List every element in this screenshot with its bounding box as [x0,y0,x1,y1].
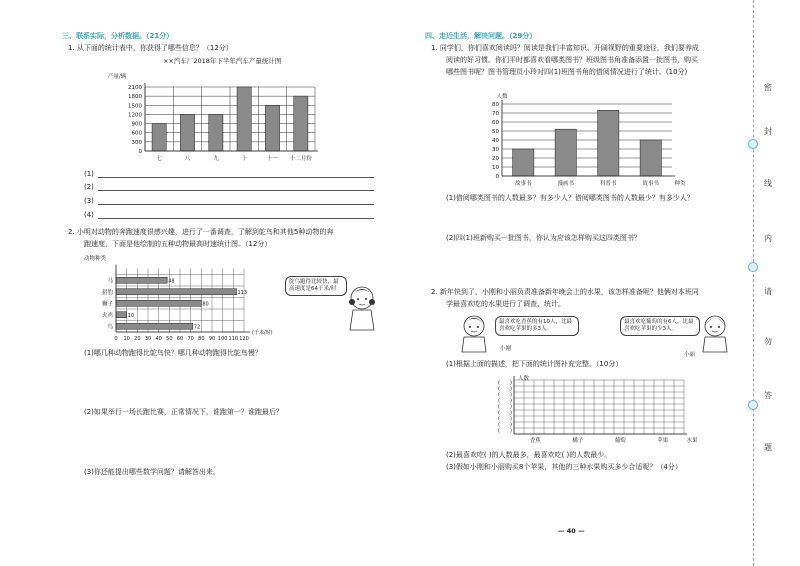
chart2-xtick: 100 [217,336,228,342]
chart3-xtick: 故事书 [642,181,660,187]
chart2-ytick: 火鸡 [101,312,113,319]
chart4-ytick-blank: ( [498,404,500,410]
chart1-bar [265,105,279,151]
chart1-xtick: 十二月份 [289,156,312,162]
chart3-bar [640,140,661,176]
chart2-xtick: 120 [239,336,249,342]
q1-answer-1-line[interactable] [98,177,374,178]
q1-answer-4-line[interactable] [98,218,374,219]
chart3-bar [598,110,619,176]
chart2-ytick: 猎豹 [101,289,113,296]
chart1-bar [237,87,251,151]
chart3-ytick: 0 [495,174,499,180]
chart2-datalabel: 10 [127,312,135,319]
chart1-xtick: 十一 [266,156,279,162]
chart2-ytick: 狮子 [101,301,113,308]
chart1-bar [209,114,223,151]
chart1-xtick: 九 [213,156,219,162]
chart1-body [108,72,318,162]
chart4-ytick-blank: ( [498,416,500,422]
chart4-ytick-blank: ( [498,398,500,404]
chart4-ytick-blank: ( [498,386,500,392]
side-char: 密 [764,83,772,92]
chart3-xtick: 漫画书 [557,181,575,187]
chart2-bar [116,300,201,306]
chart3-ytick: 20 [492,156,499,162]
chart4-ytick-blank: ) [510,428,512,434]
bubble-xiaoli: 最喜欢吃葡萄的有6人，比最喜欢吃苹果的少3人。 [620,316,700,336]
chart2-xtick: 20 [134,336,141,342]
binding-hole-2 [748,262,758,272]
chart4-xlabel: 水果 [686,438,698,444]
chart1-ytick: 0 [138,149,142,155]
chart4-ytick-blank: ) [510,386,512,392]
q2-sub1: (1)哪几种动物跑得比鸵鸟快？哪几种动物跑得比鸵鸟慢？ [84,349,262,357]
chart2-datalabel: 113 [237,289,248,296]
chart2-xlabel: (千米/时) [252,330,273,336]
chart4-ytick-blank: ) [510,392,512,398]
q1-answer-2-label: (2) [84,183,94,191]
q1-answer-1-label: (1) [84,170,94,178]
binding-hole-1 [748,139,758,149]
chart4-xtick: 苹果 [657,438,669,444]
chart3-ytick: 30 [492,147,499,153]
chart4-ylabel: 人数 [518,376,530,382]
chart3-bar [555,129,576,176]
chart2-xtick: 30 [144,336,152,342]
right-q1-sub2: (2)四(1)班新购买一批图书，你认为应该怎样购买这四类图书？ [446,234,641,242]
chart2-ylabel: 动物种类 [84,256,107,262]
boy-illustration-icon [456,312,492,354]
chart2-datalabel: 80 [202,301,209,308]
chart3-ytick: 50 [492,129,499,135]
chart3-xtick: 科普书 [599,181,617,187]
chart-animal-speed [82,252,292,347]
chart4-xtick: 橘子 [572,438,584,444]
q1-answer-3-line[interactable] [98,204,374,205]
left-section-title: 三、联系实际，分析数据。（21分） [62,32,174,40]
chart4-ytick-blank: ) [510,404,512,410]
chart3-ytick: 10 [492,165,499,171]
q2-sub3: (3)你还能提出哪些数学问题？请解答出来。 [84,468,220,476]
chart4-ytick-blank: ( [498,410,500,416]
chart2-datalabel: 72 [193,324,201,331]
chart2-xtick: 0 [114,336,118,342]
left-q2-line1: 2. 小明对动物的奔跑速度很感兴趣，进行了一番调查，了解到鸵鸟和其他5种动物的奔 [68,228,334,236]
chart2-bar [116,312,127,318]
chart4-ytick-blank: ) [510,380,512,386]
chart4-ytick-blank: ( [498,392,500,398]
chart1-xtick: 七 [156,156,162,162]
chart4-ytick-blank: ) [510,410,512,416]
right-q2-sub3: (3)假如小刚和小丽购买8个苹果，其他的三种水果购买多少合适呢？（4分） [446,463,682,471]
chart1-ytick: 2100 [128,85,142,91]
chart2-xtick: 80 [198,336,205,342]
left-q2-line2: 跑速度，下面是他绘制的五种动物最高时速统计图。（12分） [84,240,272,248]
side-char: 请 [764,287,772,296]
chart3-ylabel: 人数 [496,94,508,100]
chart4-ytick-blank: ( [498,422,500,428]
chart1-bar [152,124,166,151]
chart3-ytick: 80 [492,102,499,108]
right-q2-line1: 2. 新年快到了，小刚和小丽负责准备新年晚会上的水果，该怎样准备呢？他俩对本班同 [431,288,699,296]
right-q2-line2: 学最喜欢吃的水果进行了调查、统计。 [446,300,565,308]
girl-illustration-icon [343,282,381,332]
chart2-bar [116,289,237,295]
right-q1-line2: 阅读的好习惯。你们平时都喜欢看哪类图书？班级图书角准备添置一批图书，购买 [446,56,698,64]
chart2-xtick: 90 [208,336,216,342]
chart1-ytick: 900 [131,121,142,128]
chart1-bar [180,114,194,151]
right-section-title: 四、走近生活，解决问题。（29分） [425,32,537,40]
side-char: 答 [764,391,772,400]
chart2-xtick: 60 [176,336,184,342]
chart1-ytick: 1500 [128,103,142,110]
chart1-ytick: 300 [131,139,142,146]
chart2-bar [116,277,167,283]
chart1-xtick: 十 [241,156,247,162]
chart4-ytick-blank: ( [498,428,500,434]
chart2-xtick: 40 [155,336,162,342]
chart2-xtick: 70 [187,336,194,342]
chart4-ytick-blank: ) [510,422,512,428]
binding-hole-3 [748,400,758,410]
chart1-ytick: 1800 [128,94,142,101]
bubble-xiaogang: 最喜欢吃香蕉的有10人，比最喜欢吃苹果的多3人。 [495,316,579,336]
girl2-illustration-icon [697,312,733,354]
chart4-body [498,374,698,444]
chart-books [478,92,703,192]
q2-sub2: (2)如果举行一场长跑比赛，正常情况下，谁跑第一？谁跑最后？ [84,408,283,416]
side-char: 线 [764,179,772,188]
right-q1-line3: 哪些图书呢？图书管理员小玲对四(1)班图书角的借阅情况进行了统计。(10分) [446,68,688,76]
chart2-bar [116,323,193,329]
chart2-ytick: 马 [107,278,113,285]
chart3-body [492,92,686,187]
chart-production [95,70,325,175]
right-q2-sub1: (1)根据上面的描述，把下面的统计图补充完整。（10分） [446,360,623,368]
chart2-xtick: 110 [228,336,239,342]
name-xiaoli: 小丽 [684,352,696,358]
right-q1-sub1: (1)借阅哪类图书的人数最多？有多少人？借阅哪类图书的人数最少？有多少人？ [446,194,694,202]
side-char: 勿 [764,337,772,346]
chart1-bar [294,96,308,151]
chart3-ytick: 40 [492,138,499,144]
chart1-ylabel: 产量/辆 [107,74,127,80]
chart-fruit[interactable] [480,372,705,450]
chart1-ytick: 600 [131,130,142,137]
chart1-ytick: 1200 [128,112,142,119]
binding-line [753,0,754,566]
side-char: 题 [764,443,772,452]
chart2-datalabel: 48 [168,278,175,285]
chart4-xtick: 葡萄 [614,438,626,444]
chart4-xtick: 香蕉 [529,438,541,444]
chart4-ytick-blank: ) [510,416,512,422]
side-char: 封 [764,127,772,136]
q1-answer-4-label: (4) [84,211,94,219]
chart2-ytick: 鸟 [107,324,113,331]
chart1-title: ××汽车厂2018年下半年汽车产量统计图 [163,57,282,65]
q1-answer-3-label: (3) [84,197,94,205]
chart3-xtick: 故事书 [514,181,532,187]
page-number: — 40 — [558,527,585,535]
ostrich-bubble: 鸵鸟跑得比较快，最高速度是64千米/时 [285,276,347,296]
chart4-ytick-blank: ( [498,380,500,386]
left-q1-text: 1. 从下面的统计表中，你获得了哪些信息？（12分） [68,44,233,52]
chart2-body [84,254,273,342]
chart4-ytick-blank: ) [510,398,512,404]
chart3-xlabel: 种类 [674,181,686,187]
name-xiaogang: 小刚 [500,346,512,352]
right-q2-sub2: (2)最喜欢吃( )的人数最多，最喜欢吃( )的人数最少。 [446,451,612,459]
chart3-ytick: 70 [492,111,499,117]
chart2-xtick: 10 [123,336,130,342]
chart3-ytick: 60 [492,120,499,126]
chart1-xtick: 八 [184,156,191,162]
side-char: 内 [764,234,772,243]
right-q1-line1: 1. 同学们，你们喜欢阅读吗？阅读是我们丰富知识、开阔视野的重要途径，我们要养成 [431,44,699,52]
q1-answer-2-line[interactable] [98,190,374,191]
chart2-xtick: 50 [166,336,173,342]
chart3-bar [513,149,534,176]
